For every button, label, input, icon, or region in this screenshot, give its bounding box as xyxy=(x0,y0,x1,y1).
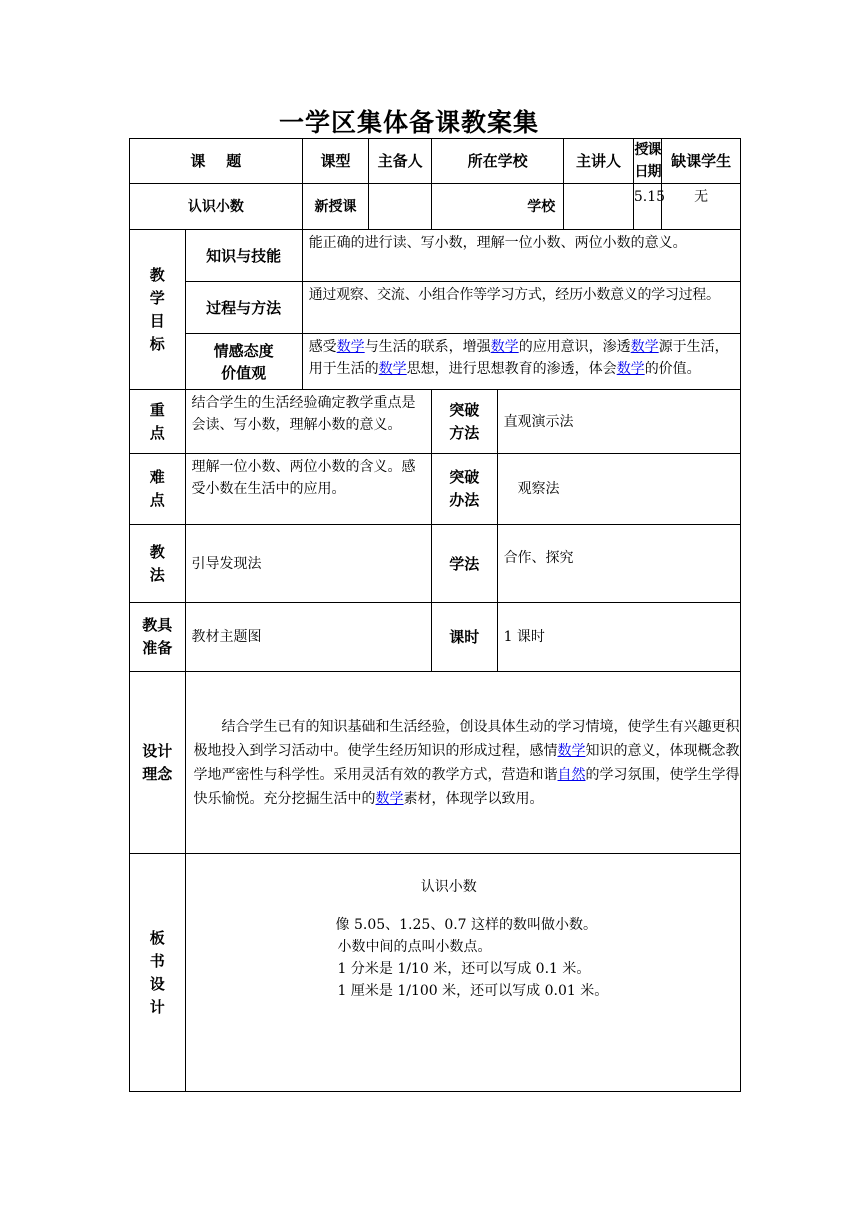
design-text: 结合学生已有的知识基础和生活经验，创设具体生动的学习情境，使学生有兴趣更积极地投入到学习活动中。使学生经历知识的形成过程，感情数学知识的意义，体现概念教学地严密性与科学性。采用灵活有效的教学方式，营造和谐自然的学习氛围，使学生学得快乐愉悦。充分挖掘生活中的数学素材，体现学以致用。 xyxy=(185,672,740,854)
nature-link[interactable]: 自然 xyxy=(557,766,586,783)
info-course: 认识小数 xyxy=(130,184,303,230)
info-preparer xyxy=(369,184,432,230)
board-content xyxy=(185,854,740,1092)
board-line: 像 5.05、1.25、0.7 这样的数叫做小数。 xyxy=(335,917,598,933)
key-method-text: 直观演示法 xyxy=(497,390,740,454)
process-text: 通过观察、交流、小组合作等学习方式，经历小数意义的学习过程。 xyxy=(302,282,740,334)
lesson-plan-table xyxy=(129,138,741,1092)
hours-text: 1 课时 xyxy=(497,603,740,672)
teaching-text: 引导发现法 xyxy=(185,525,431,603)
learn-label: 学法 xyxy=(431,525,497,603)
info-date: 5.15 xyxy=(633,184,661,230)
emotion-label: 情感态度 价值观 xyxy=(185,334,302,390)
header-date: 授课日期 xyxy=(633,139,661,184)
header-speaker: 主讲人 xyxy=(564,139,634,184)
key-label: 重 点 xyxy=(130,390,186,454)
emotion-text: 感受数学与生活的联系，增强数学的应用意识，渗透数学源于生活，用于生活的数学思想，进行思想教育的渗透，体会数学的价值。 xyxy=(302,334,740,390)
design-label: 设计 理念 xyxy=(130,672,186,854)
header-type: 课型 xyxy=(302,139,369,184)
page-title: 一学区集体备课教案集 xyxy=(278,108,539,137)
info-absent: 无 xyxy=(662,184,741,230)
knowledge-text: 能正确的进行读、写小数，理解一位小数、两位小数的意义。 xyxy=(302,230,740,282)
board-line: 小数中间的点叫小数点。 xyxy=(337,939,492,955)
difficulty-text: 理解一位小数、两位小数的含义。感受小数在生活中的应用。 xyxy=(185,454,431,525)
hours-label: 课时 xyxy=(431,603,497,672)
difficulty-label: 难 点 xyxy=(130,454,186,525)
board-line: 1 厘米是 1/100 米，还可以写成 0.01 米。 xyxy=(337,983,609,999)
difficulty-method-label: 突破 办法 xyxy=(431,454,497,525)
math-link[interactable]: 数学 xyxy=(375,790,404,807)
board-line: 1 分米是 1/10 米，还可以写成 0.1 米。 xyxy=(337,961,591,977)
key-method-label: 突破 方法 xyxy=(431,390,497,454)
board-heading: 认识小数 xyxy=(420,879,477,895)
tools-text: 教材主题图 xyxy=(185,603,431,672)
math-link[interactable]: 数学 xyxy=(336,339,365,355)
learn-text: 合作、探究 xyxy=(497,525,740,603)
tools-label: 教具 准备 xyxy=(130,603,186,672)
math-link[interactable]: 数学 xyxy=(630,339,659,355)
board-label: 板 书 设 计 xyxy=(130,854,186,1092)
difficulty-method-text: 观察法 xyxy=(497,454,740,525)
info-type: 新授课 xyxy=(302,184,369,230)
goals-label: 教 学 目 标 xyxy=(130,230,186,390)
knowledge-label: 知识与技能 xyxy=(185,230,302,282)
info-speaker xyxy=(564,184,634,230)
header-preparer: 主备人 xyxy=(369,139,432,184)
key-text: 结合学生的生活经验确定教学重点是会读、写小数，理解小数的意义。 xyxy=(185,390,431,454)
header-school: 所在学校 xyxy=(431,139,563,184)
header-course: 课 题 xyxy=(130,139,303,184)
process-label: 过程与方法 xyxy=(185,282,302,334)
math-link[interactable]: 数学 xyxy=(557,742,586,759)
math-link[interactable]: 数学 xyxy=(490,339,519,355)
header-absent: 缺课学生 xyxy=(662,139,741,184)
teaching-label: 教 法 xyxy=(130,525,186,603)
info-school: 学校 xyxy=(431,184,563,230)
math-link[interactable]: 数学 xyxy=(616,361,645,377)
math-link[interactable]: 数学 xyxy=(378,361,407,377)
